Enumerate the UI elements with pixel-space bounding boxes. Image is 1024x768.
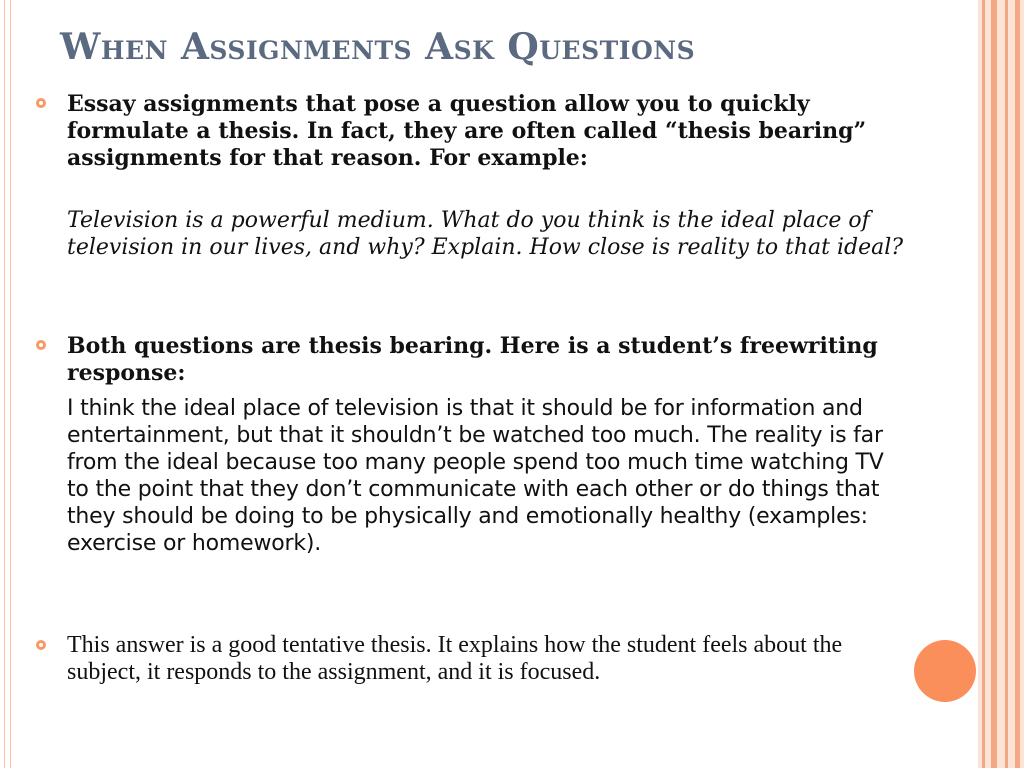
bullet-3-text: This answer is a good tentative thesis. It explains how the student feels about the subject, it responds to the assignment, and it is focused. bbox=[67, 632, 843, 685]
bullet-icon bbox=[36, 640, 46, 650]
right-decoration bbox=[978, 0, 1024, 768]
bullet-2-text: Both questions are thesis bearing. Here is a student’s freewriting response: bbox=[67, 333, 878, 386]
bullet-1-example: Television is a powerful medium. What do you think is the ideal place of television in our lives, and why? Explain. How close is reality to that ideal? bbox=[67, 208, 904, 260]
left-border-line bbox=[10, 0, 11, 768]
decor-stripe bbox=[1005, 0, 1008, 768]
left-border-line bbox=[4, 0, 5, 768]
decor-stripe bbox=[982, 0, 985, 768]
bullet-1-text: Essay assignments that pose a question allow you to quickly formulate a thesis. In fact, they are often called “thesis bearing” assignments for that reason. For example: bbox=[67, 91, 867, 171]
decor-stripe bbox=[991, 0, 997, 768]
decor-stripe bbox=[1015, 0, 1020, 768]
accent-circle bbox=[914, 640, 976, 702]
bullet-icon bbox=[36, 98, 46, 108]
slide-title: When Assignments Ask Questions bbox=[60, 26, 696, 68]
bullet-icon bbox=[36, 340, 46, 350]
bullet-2-freewriting: I think the ideal place of television is that it should be for information and entertainment, but that it shouldn’t be watched too much. The reality is far from the ideal because too many people spend too much time watching TV to the point that they don’t communicate with each other or do things that they should be doing to be physically and emotionally healthy (examples: exercise or homework). bbox=[67, 396, 884, 556]
